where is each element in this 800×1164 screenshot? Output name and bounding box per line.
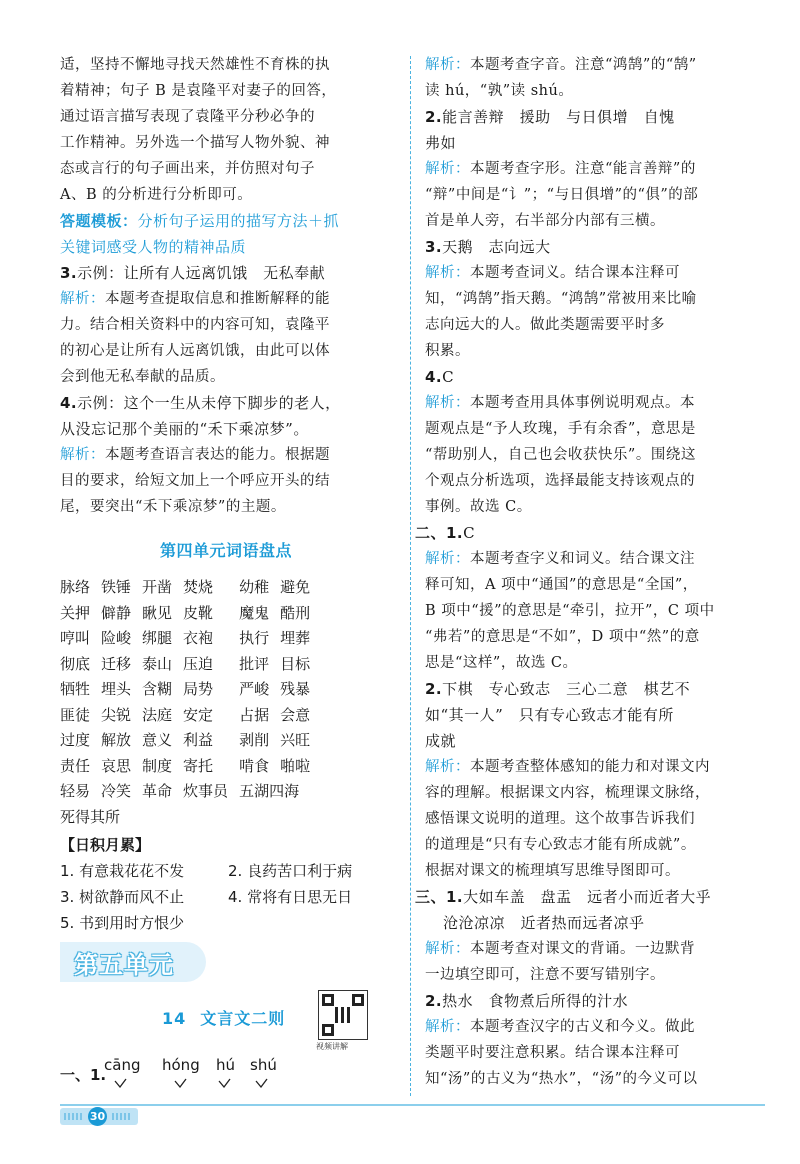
explanation [425, 754, 765, 780]
explanation-line: 本题考查词义。结合课本注释可 [470, 265, 680, 281]
explanation-line: 会到他无私奉献的品质。 [60, 369, 225, 385]
explanation [60, 286, 392, 312]
explanation-line: 本题考查整体感知的能力和对课文内 [470, 759, 710, 775]
proverb: 5. 书到用时方恨少 [60, 914, 185, 932]
vocab-word: 批评 [239, 654, 270, 673]
vocab-word: 利益 [183, 731, 214, 749]
answer-3 [425, 234, 765, 260]
explanation-line: 思是“这样”，故选 C。 [425, 655, 578, 671]
intro-line: 适，坚持不懈地寻找天然雄性不育株的执 [60, 57, 330, 73]
answer-text: 热水 食物煮后所得的汁水 [442, 992, 629, 1010]
question-number: 4. [60, 394, 78, 412]
pinyin: hú [216, 1056, 236, 1074]
explanation-line: 一边填空即可，注意不要写错别字。 [425, 967, 665, 983]
explanation-line: “弗若”的意思是“不如”，D 项中“然”的意 [425, 629, 700, 645]
vocab-word: 意义 [142, 731, 173, 749]
vocab-word: 责任 [60, 756, 91, 775]
section-2-answer-2 [425, 676, 765, 702]
intro-line: 态或言行的句子画出来，并仿照对句子 [60, 161, 315, 177]
decor-dots [64, 1113, 84, 1120]
explanation-line: 本题考查对课文的背诵。一边默背 [470, 941, 695, 957]
section-3-answer-2 [425, 988, 765, 1014]
vocab-word: 过度 [60, 731, 91, 749]
vocab-word: 含糊 [142, 680, 173, 698]
vocab-word: 僻静 [101, 603, 132, 622]
explanation-line: 本题考查语言表达的能力。根据题 [105, 447, 330, 463]
pinyin: cāng [104, 1056, 141, 1074]
vocab-word: 压迫 [183, 654, 214, 673]
proverb: 1. 有意栽花花不发 [60, 862, 185, 880]
explanation-line: 目的要求，给短文加上一个呼应开头的结 [60, 473, 330, 489]
vocab-word: 会意 [280, 705, 311, 724]
explanation-line: 释可知，A 项中“通国”的意思是“全国”， [425, 577, 698, 593]
vocab-word: 牺牲 [60, 680, 91, 698]
explanation [425, 546, 765, 572]
vocab-word: 轻易 [60, 782, 91, 800]
explanation-line: 事例。故选 C。 [425, 499, 532, 515]
vocab-word: 死得其所 [60, 807, 121, 826]
question-number: 3. [425, 238, 443, 256]
vocab-word: 寄托 [183, 756, 214, 775]
template-label: 答题模板： [60, 212, 138, 230]
explanation-label: 解析： [425, 941, 470, 957]
vocab-word: 瞅见 [142, 603, 173, 622]
question-number: 2. [425, 992, 443, 1010]
answer-text: 下棋 专心致志 三心二意 棋艺不 [442, 680, 691, 698]
section-2-answer-1 [415, 520, 765, 546]
vocab-word: 关押 [60, 603, 91, 622]
vocab-word: 衣袍 [183, 629, 214, 647]
answer-text: 大如车盖 盘盂 远者小而近者大乎 [463, 888, 712, 906]
question-number: 3. [60, 264, 78, 282]
question-number: 三、1. [415, 888, 464, 906]
explanation-line: 本题考查字音。注意“鸿鹄”的“鹄” [470, 57, 697, 73]
vocab-word: 兴旺 [280, 731, 311, 749]
answer-text: 示例：这个一生从未停下脚步的老人， [77, 394, 341, 412]
vocab-word: 匪徒 [60, 705, 91, 724]
question-number: 4. [425, 368, 443, 386]
answer-text: 如“其一人” 只有专心致志才能有所 [425, 706, 674, 724]
intro-line: 通过语言描写表现了袁隆平分秒必争的 [60, 109, 315, 125]
section-3-answer-1 [415, 884, 765, 910]
explanation [425, 52, 765, 78]
vocab-word: 泰山 [142, 654, 173, 673]
vocab-word: 剥削 [239, 731, 270, 749]
daily-accumulation-heading: 【日积月累】 [60, 836, 151, 854]
check-icon [114, 1078, 127, 1088]
explanation-line: 个观点分析选项，选择最能支持该观点的 [425, 473, 695, 489]
question-number: 二、1. [415, 524, 464, 542]
qr-caption: 视频讲解 [316, 1042, 348, 1051]
vocab-word: 魔鬼 [239, 603, 270, 622]
answer-2 [425, 104, 765, 130]
vocab-word: 险峻 [101, 629, 132, 647]
explanation-line: 读 hú，“孰”读 shú。 [425, 83, 574, 99]
explanation-line: “帮助别人，自己也会收获快乐”。围绕这 [425, 447, 696, 463]
explanation-label: 解析： [425, 57, 470, 73]
explanation-label: 解析： [425, 551, 470, 567]
intro-line: 着精神；句子 B 是袁隆平对妻子的回答， [60, 83, 337, 99]
answer-text: 沧沧凉凉 近者热而远者凉乎 [443, 914, 645, 932]
proverb-row [60, 884, 392, 910]
explanation-line: “辩”中间是“讠”；“与日俱增”的“俱”的部 [425, 187, 699, 203]
vocab-word: 革命 [142, 782, 173, 800]
intro-line: 工作精神。另外选一个描写人物外貌、神 [60, 135, 330, 151]
answer-3 [60, 260, 392, 286]
vocab-word: 目标 [280, 654, 311, 673]
vocab-word: 迁移 [101, 654, 132, 673]
answer-text: 能言善辩 援助 与日俱增 自愧 [442, 108, 675, 126]
explanation-line: 知，“鸿鹄”指天鹅。“鸿鹄”常被用来比喻 [425, 291, 697, 307]
vocab-word: 绑腿 [142, 629, 173, 647]
vocab-word: 焚烧 [183, 578, 214, 596]
vocab-word: 幼稚 [239, 578, 270, 596]
lesson-number: 14 [162, 1009, 187, 1028]
explanation-line: 根据对课文的梳理填写思维导图即可。 [425, 863, 680, 879]
vocab-word: 埋头 [101, 680, 132, 698]
proverb: 4. 常将有日思无日 [228, 888, 353, 906]
check-icon [255, 1078, 268, 1088]
word-grid [60, 575, 392, 830]
explanation-line: 积累。 [425, 343, 470, 359]
answer-4 [425, 364, 765, 390]
page-number: 30 [88, 1107, 107, 1126]
answer-4 [60, 390, 392, 416]
page-number-badge [60, 1108, 138, 1125]
proverb-row [60, 858, 392, 884]
answer-text: 天鹅 志向远大 [442, 238, 551, 256]
left-column [60, 52, 392, 1098]
explanation [425, 260, 765, 286]
vocab-word: 脉络 [60, 578, 91, 596]
explanation-line: B 项中“援”的意思是“牵引，拉开”，C 项中 [425, 603, 715, 619]
pinyin: hóng [162, 1056, 200, 1074]
explanation [425, 390, 765, 416]
explanation-line: 感悟课文说明的道理。这个故事告诉我们 [425, 811, 695, 827]
answer-template [60, 208, 392, 234]
vocab-word: 残暴 [280, 680, 311, 698]
question-number: 2. [425, 108, 443, 126]
vocab-word: 哀思 [101, 756, 132, 775]
answer-text: C [442, 368, 455, 386]
explanation-line: 本题考查提取信息和推断解释的能 [105, 291, 330, 307]
explanation-line: 的初心是让所有人远离饥饿，由此可以体 [60, 343, 330, 359]
vocab-word: 哼叫 [60, 629, 91, 647]
explanation [60, 442, 392, 468]
explanation-label: 解析： [425, 161, 470, 177]
vocab-word: 开凿 [142, 578, 173, 596]
vocab-word: 五湖四海 [239, 782, 300, 800]
explanation-label: 解析： [425, 1019, 470, 1035]
lesson-header [60, 990, 392, 1052]
footer-rule [60, 1104, 765, 1106]
vocab-word: 埋葬 [280, 629, 311, 647]
explanation-label: 解析： [425, 395, 470, 411]
question-number: 一、1. [60, 1066, 107, 1084]
template-text: 分析句子运用的描写方法＋抓 [137, 212, 340, 230]
vocab-word: 严峻 [239, 680, 270, 698]
vocab-word: 避免 [280, 578, 311, 596]
explanation [425, 936, 765, 962]
vocab-word: 酷刑 [280, 603, 311, 622]
vocab-word: 铁锤 [101, 578, 132, 596]
vocab-word: 安定 [183, 705, 214, 724]
explanation-line: 本题考查字形。注意“能言善辩”的 [470, 161, 696, 177]
pinyin: shú [250, 1056, 277, 1074]
explanation-line: 本题考查汉字的古义和今义。做此 [470, 1019, 695, 1035]
explanation-line: 容的理解。根据课文内容，梳理课文脉络， [425, 785, 710, 801]
vocab-word: 局势 [183, 680, 214, 698]
vocab-word: 执行 [239, 629, 270, 647]
unit-five-banner [60, 942, 206, 982]
intro-line: A、B 的分析进行分析即可。 [60, 187, 253, 203]
answer-text: 从没忘记那个美丽的“禾下乘凉梦”。 [60, 420, 309, 438]
vocab-word: 皮靴 [183, 603, 214, 622]
proverb: 2. 良药苦口利于病 [228, 862, 353, 880]
check-icon [174, 1078, 187, 1088]
explanation-line: 的道理是“只有专心致志才能有所成就”。 [425, 837, 696, 853]
explanation-line: 类题平时要注意积累。结合课本注释可 [425, 1045, 680, 1061]
template-text: 关键词感受人物的精神品质 [60, 238, 247, 256]
explanation-line: 本题考查字义和词义。结合课文注 [470, 551, 695, 567]
explanation-line: 志向远大的人。做此类题需要平时多 [425, 317, 665, 333]
vocab-word: 解放 [101, 731, 132, 749]
vocab-word: 法庭 [142, 705, 173, 724]
daily-accumulation-list [60, 858, 392, 936]
explanation [425, 1014, 765, 1040]
explanation-line: 首是单人旁，右半部分内部有三横。 [425, 213, 665, 229]
lesson-name: 文言文二则 [200, 1009, 286, 1028]
explanation-label: 解析： [60, 291, 105, 307]
check-icon [218, 1078, 231, 1088]
proverb-row [60, 910, 392, 936]
answer-text: C [463, 524, 476, 542]
explanation-line: 题观点是“予人玫瑰，手有余香”，意思是 [425, 421, 696, 437]
vocab-word: 尖锐 [101, 705, 132, 724]
explanation [425, 156, 765, 182]
explanation-line: 知“汤”的古义为“热水”，“汤”的今义可以 [425, 1071, 698, 1087]
vocab-word: 冷笑 [101, 782, 132, 800]
vocab-word: 占据 [239, 705, 270, 724]
explanation-line: 本题考查用具体事例说明观点。本 [470, 395, 695, 411]
explanation-label: 解析： [60, 447, 105, 463]
lesson-title [162, 1006, 285, 1029]
answer-text: 示例：让所有人远离饥饿 无私奉献 [77, 264, 326, 282]
vocab-word: 炊事员 [183, 782, 229, 800]
qr-code-icon[interactable] [318, 990, 368, 1040]
unit-four-word-title: 第四单元词语盘点 [159, 541, 292, 560]
explanation-label: 解析： [425, 759, 470, 775]
explanation-line: 尾，要突出“禾下乘凉梦”的主题。 [60, 499, 286, 515]
vocab-word: 制度 [142, 756, 173, 775]
right-column [415, 52, 765, 1092]
unit-five-label: 第五单元 [74, 951, 174, 979]
explanation-line: 力。结合相关资料中的内容可知，袁隆平 [60, 317, 330, 333]
pinyin-answers [60, 1052, 392, 1098]
answer-text: 成就 [425, 732, 457, 750]
vocab-word: 彻底 [60, 654, 91, 673]
proverb: 3. 树欲静而风不止 [60, 888, 185, 906]
vocab-word: 啪啦 [280, 756, 311, 775]
vocab-word: 啃食 [239, 756, 270, 775]
answer-text: 弗如 [425, 134, 457, 152]
question-number: 2. [425, 680, 443, 698]
column-divider [410, 56, 411, 1096]
decor-dots [112, 1113, 132, 1120]
explanation-label: 解析： [425, 265, 470, 281]
